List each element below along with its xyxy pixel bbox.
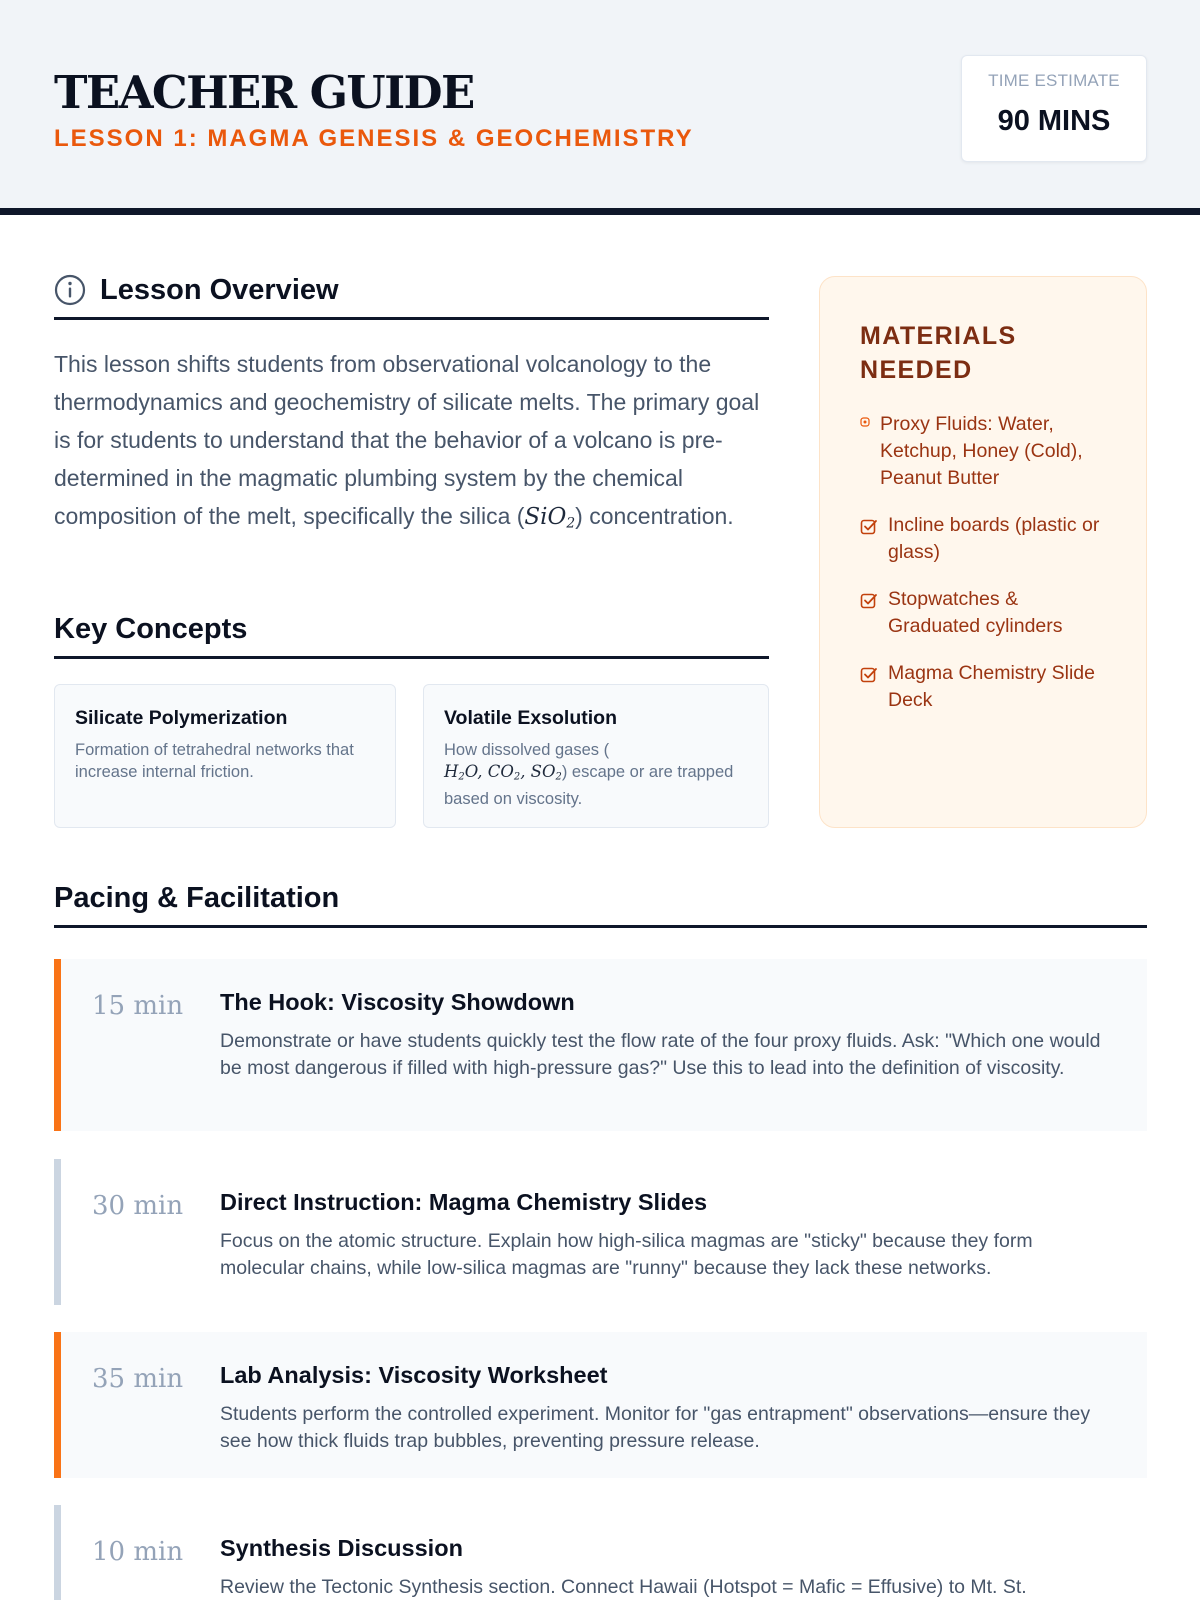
key-concepts-title: Key Concepts — [54, 613, 248, 645]
pacing-duration: 30 min — [92, 1191, 184, 1221]
lesson-overview-heading — [54, 274, 769, 320]
overview-text-part: This lesson shifts students from observational volcanology to the thermodynamics and geochemistry of silicate melts. The primary goal is for students to understand that the behavior of a volcano is pre-determined in the magmatic plumbing system by the chemical composition of the melt, specifically the silica ( — [54, 351, 760, 529]
formula-part: O, CO — [464, 762, 514, 781]
concept-card-silicate-polymerization — [54, 684, 396, 828]
pacing-row-title: Synthesis Discussion — [220, 1535, 463, 1561]
materials-panel — [819, 276, 1147, 828]
materials-item-label: Proxy Fluids: Water, Ketchup, Honey (Cold), Peanut Butter — [880, 413, 1083, 489]
materials-item-label: Incline boards (plastic or glass) — [888, 514, 1100, 563]
pacing-row-title: Direct Instruction: Magma Chemistry Slides — [220, 1189, 708, 1215]
materials-title: MATERIALS NEEDED — [860, 322, 1017, 384]
time-estimate-badge — [961, 55, 1147, 162]
materials-item — [860, 411, 1106, 492]
pacing-row-title: The Hook: Viscosity Showdown — [220, 989, 575, 1015]
pacing-row-description: Focus on the atomic structure. Explain how high-silica magmas are "sticky" because they form molecular chains, while low-silica magmas are "runny" because they lack these networks. — [220, 1230, 1033, 1279]
pacing-duration: 35 min — [92, 1364, 184, 1394]
lesson-overview-text — [54, 345, 769, 542]
formula-subscript: 2 — [555, 771, 562, 783]
concept-card-volatile-exsolution — [423, 684, 769, 828]
materials-item — [860, 660, 1106, 714]
formula-subscript: 2 — [566, 515, 576, 532]
concept-description: Formation of tetrahedral networks that increase internal friction. — [75, 741, 354, 781]
concept-title: Volatile Exsolution — [444, 707, 617, 729]
checkbox-icon — [860, 592, 878, 610]
pacing-row-description: Demonstrate or have students quickly test the flow rate of the four proxy fluids. Ask: "Which one would be most dangerous if filled with high-pressure gas?" Use this to lead into the definition of viscosity. — [220, 1030, 1101, 1079]
formula-part: H — [444, 762, 459, 781]
checkbox-icon — [860, 518, 878, 536]
formula-subscript: 2 — [458, 771, 465, 783]
formula-main: SiO — [524, 504, 567, 530]
overview-text-part: ) concentration. — [575, 503, 734, 529]
info-icon — [54, 274, 86, 306]
bullet-dot-icon — [860, 417, 870, 427]
time-estimate-label: TIME ESTIMATE — [988, 71, 1120, 90]
time-estimate-value: 90 MINS — [997, 105, 1111, 137]
checkbox-icon — [860, 666, 878, 684]
formula-part: , SO — [520, 762, 556, 781]
pacing-row-hook — [54, 959, 1147, 1131]
pacing-row-direct-instruction — [54, 1159, 1147, 1305]
concept-description-part: ) escape or are trapped based on viscosity. — [444, 763, 734, 809]
pacing-row-lab-analysis — [54, 1332, 1147, 1478]
materials-list — [860, 411, 1106, 714]
materials-item — [860, 586, 1106, 640]
lesson-overview-title: Lesson Overview — [100, 274, 339, 306]
silica-formula — [524, 504, 575, 530]
pacing-row-title: Lab Analysis: Viscosity Worksheet — [220, 1362, 608, 1388]
pacing-row-description: Review the Tectonic Synthesis section. Connect Hawaii (Hotspot = Mafic = Effusive) to Mt. St. — [220, 1576, 1027, 1598]
lesson-subtitle: LESSON 1: MAGMA GENESIS & GEOCHEMISTRY — [54, 125, 694, 152]
materials-item — [860, 512, 1106, 566]
page-title: TEACHER GUIDE — [54, 66, 474, 119]
concept-title: Silicate Polymerization — [75, 707, 288, 729]
concept-description — [444, 739, 748, 810]
pacing-row-synthesis — [54, 1505, 1147, 1600]
materials-item-label: Stopwatches & Graduated cylinders — [888, 588, 1063, 637]
pacing-title: Pacing & Facilitation — [54, 882, 340, 914]
formula-subscript: 2 — [513, 771, 521, 783]
materials-item-label: Magma Chemistry Slide Deck — [888, 662, 1095, 711]
gas-formula — [444, 762, 562, 781]
concept-description-part: How dissolved gases ( — [444, 741, 610, 759]
pacing-duration: 15 min — [92, 991, 184, 1021]
pacing-heading — [54, 882, 1147, 928]
pacing-row-description: Students perform the controlled experiment. Monitor for "gas entrapment" observations—ensure they see how thick fluids trap bubbles, preventing pressure release. — [220, 1403, 1091, 1452]
key-concepts-heading — [54, 613, 769, 659]
pacing-duration: 10 min — [92, 1537, 184, 1567]
page-header — [0, 0, 1200, 215]
